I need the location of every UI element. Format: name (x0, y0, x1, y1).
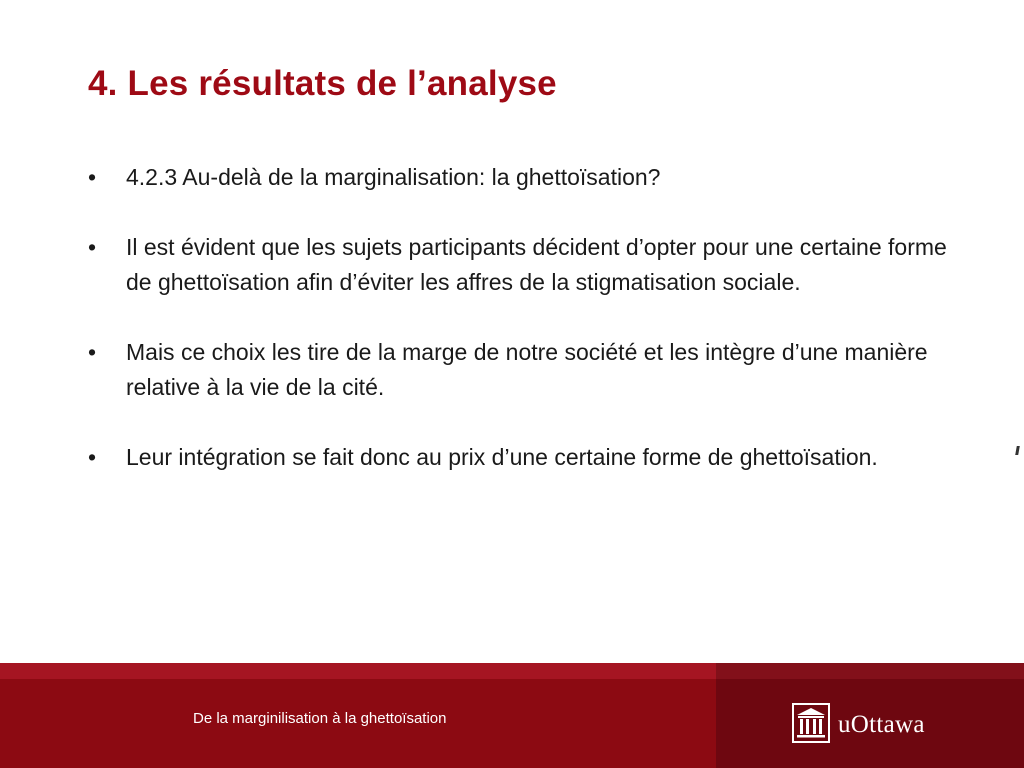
bullet-text: Il est évident que les sujets participants décident d’opter pour une certaine forme de ghettoïsation afin d’éviter les affres de la stigmatisation sociale. (126, 234, 947, 295)
bullet-list (88, 160, 948, 475)
bullet-marker: • (88, 444, 97, 470)
bullet-item (88, 335, 948, 405)
stray-mark (1015, 446, 1020, 455)
bullet-text: 4.2.3 Au-delà de la marginalisation: la ghettoïsation? (126, 164, 661, 190)
uottawa-logo-text: uOttawa (838, 711, 925, 738)
bullet-item (88, 440, 948, 475)
bullet-item (88, 160, 948, 195)
university-building-icon (792, 703, 830, 743)
bullet-marker: • (88, 234, 97, 260)
bullet-text: Mais ce choix les tire de la marge de notre société et les intègre d’une manière relative à la vie de la cité. (126, 339, 928, 400)
slide-title: 4. Les résultats de l’analyse (88, 64, 557, 103)
bullet-text: Leur intégration se fait donc au prix d’une certaine forme de ghettoïsation. (126, 444, 878, 470)
bullet-marker: • (88, 164, 97, 190)
bullet-item (88, 230, 948, 300)
footer-caption: De la marginilisation à la ghettoïsation (193, 710, 447, 727)
logo-panel-accent-line (716, 663, 1024, 679)
bullet-marker: • (88, 339, 97, 365)
